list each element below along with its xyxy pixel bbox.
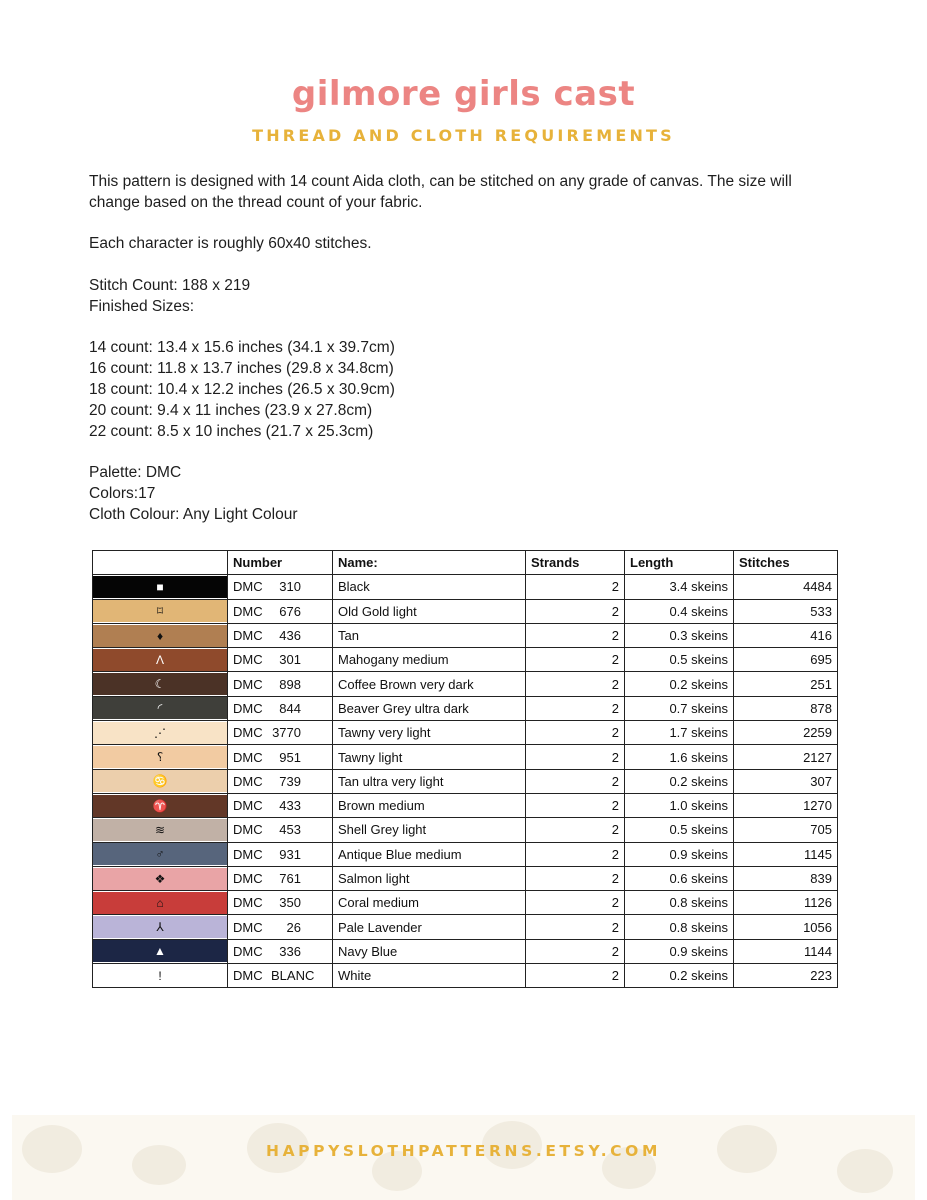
thread-strands: 2 <box>526 915 625 939</box>
thread-strands: 2 <box>526 599 625 623</box>
thread-length: 0.3 skeins <box>625 623 734 647</box>
thread-strands: 2 <box>526 842 625 866</box>
thread-code: 739 <box>279 773 301 789</box>
thread-name: Brown medium <box>333 793 526 817</box>
thread-strands: 2 <box>526 891 625 915</box>
thread-name: Antique Blue medium <box>333 842 526 866</box>
header-number: Number <box>228 551 333 575</box>
thread-name: Beaver Grey ultra dark <box>333 696 526 720</box>
thread-strands: 2 <box>526 721 625 745</box>
color-swatch <box>93 599 228 623</box>
stitch-symbol-icon: ♦ <box>156 628 164 643</box>
thread-stitches: 695 <box>734 648 838 672</box>
thread-code: 310 <box>279 579 301 595</box>
size-14-count: 14 count: 13.4 x 15.6 inches (34.1 x 39.7cm) <box>89 339 395 357</box>
thread-strands: 2 <box>526 866 625 890</box>
thread-code: 761 <box>279 871 301 886</box>
stitch-symbol-icon: ⸮ <box>156 750 164 765</box>
thread-length: 0.5 skeins <box>625 818 734 842</box>
header-stitches: Stitches <box>734 551 838 575</box>
color-swatch <box>93 818 228 842</box>
color-swatch <box>93 891 228 915</box>
table-row <box>93 866 838 890</box>
thread-stitches: 223 <box>734 964 838 988</box>
thread-code: 844 <box>279 700 301 716</box>
thread-stitches: 1144 <box>734 939 838 963</box>
color-swatch <box>93 842 228 866</box>
thread-brand: DMC <box>233 652 263 668</box>
stitch-symbol-icon: ⌂ <box>156 895 164 910</box>
thread-brand: DMC <box>233 895 263 911</box>
thread-name: Tawny very light <box>333 721 526 745</box>
thread-stitches: 1056 <box>734 915 838 939</box>
color-swatch <box>93 672 228 696</box>
stitch-symbol-icon: ♋ <box>152 774 168 789</box>
thread-strands: 2 <box>526 672 625 696</box>
stitch-symbol-icon: ⅄ <box>156 920 164 935</box>
table-row <box>93 964 838 988</box>
thread-strands: 2 <box>526 793 625 817</box>
thread-strands: 2 <box>526 745 625 769</box>
color-swatch <box>93 939 228 963</box>
thread-length: 0.4 skeins <box>625 599 734 623</box>
thread-code: 26 <box>286 919 301 935</box>
pattern-description <box>89 172 839 526</box>
thread-stitches: 416 <box>734 623 838 647</box>
page-title: gilmore girls cast <box>291 74 636 114</box>
cloth-colour: Cloth Colour: Any Light Colour <box>89 505 298 523</box>
thread-name: Black <box>333 575 526 599</box>
table-row <box>93 891 838 915</box>
thread-stitches: 251 <box>734 672 838 696</box>
thread-code: 676 <box>279 603 301 619</box>
thread-name: Tan <box>333 623 526 647</box>
table-row <box>93 745 838 769</box>
thread-number <box>228 575 333 599</box>
palette: Palette: DMC <box>89 464 182 482</box>
thread-stitches: 705 <box>734 818 838 842</box>
stitch-symbol-icon: Λ <box>155 652 164 667</box>
table-row <box>93 793 838 817</box>
thread-length: 0.2 skeins <box>625 964 734 988</box>
thread-number <box>228 793 333 817</box>
thread-number <box>228 696 333 720</box>
header-strands: Strands <box>526 551 625 575</box>
thread-number <box>228 915 333 939</box>
thread-brand: DMC <box>233 943 263 959</box>
thread-length: 0.9 skeins <box>625 842 734 866</box>
table-row <box>93 939 838 963</box>
stitch-count: Stitch Count: 188 x 219 <box>89 276 251 294</box>
thread-number <box>228 964 333 988</box>
thread-length: 0.2 skeins <box>625 769 734 793</box>
thread-code: 336 <box>279 943 301 959</box>
thread-name: White <box>333 964 526 988</box>
thread-stitches: 533 <box>734 599 838 623</box>
finished-sizes-label: Finished Sizes: <box>89 297 195 315</box>
intro-line-2: change based on the thread count of your fabric. <box>89 193 423 211</box>
table-header-row <box>93 551 838 575</box>
thread-number <box>228 599 333 623</box>
thread-number <box>228 745 333 769</box>
thread-brand: DMC <box>233 725 263 741</box>
color-swatch <box>93 623 228 647</box>
table-row <box>93 769 838 793</box>
thread-number <box>228 891 333 915</box>
thread-name: Mahogany medium <box>333 648 526 672</box>
colors-count: Colors:17 <box>89 484 156 502</box>
color-swatch <box>93 769 228 793</box>
thread-code: 436 <box>279 628 301 644</box>
thread-brand: DMC <box>233 628 263 644</box>
stitch-symbol-icon: ❖ <box>154 871 166 886</box>
thread-number <box>228 939 333 963</box>
stitch-symbol-icon: ☾ <box>154 677 166 692</box>
thread-name: Pale Lavender <box>333 915 526 939</box>
thread-name: Coral medium <box>333 891 526 915</box>
thread-code: 433 <box>279 798 301 814</box>
table-row <box>93 696 838 720</box>
header-name: Name: <box>333 551 526 575</box>
thread-strands: 2 <box>526 648 625 672</box>
thread-brand: DMC <box>233 968 263 984</box>
character-size: Each character is roughly 60x40 stitches. <box>89 235 372 253</box>
stitch-symbol-icon: ♂ <box>155 847 165 862</box>
table-row <box>93 623 838 647</box>
stitch-symbol-icon: ǃ <box>158 968 162 983</box>
size-20-count: 20 count: 9.4 x 11 inches (23.9 x 27.8cm) <box>89 401 373 419</box>
thread-number <box>228 721 333 745</box>
thread-stitches: 878 <box>734 696 838 720</box>
thread-brand: DMC <box>233 798 263 814</box>
thread-length: 1.0 skeins <box>625 793 734 817</box>
thread-stitches: 839 <box>734 866 838 890</box>
table-row <box>93 818 838 842</box>
size-22-count: 22 count: 8.5 x 10 inches (21.7 x 25.3cm) <box>89 422 374 440</box>
thread-number <box>228 769 333 793</box>
thread-brand: DMC <box>233 749 263 765</box>
thread-code: BLANC <box>271 968 315 984</box>
thread-length: 0.8 skeins <box>625 891 734 915</box>
thread-brand: DMC <box>233 773 263 789</box>
stitch-symbol-icon: ≋ <box>154 822 166 837</box>
thread-stitches: 1145 <box>734 842 838 866</box>
color-swatch <box>93 964 228 988</box>
stitch-symbol-icon: ■ <box>156 579 164 594</box>
table-row <box>93 721 838 745</box>
thread-stitches: 307 <box>734 769 838 793</box>
thread-code: 931 <box>279 846 301 862</box>
size-18-count: 18 count: 10.4 x 12.2 inches (26.5 x 30.9cm) <box>89 380 395 398</box>
thread-length: 1.7 skeins <box>625 721 734 745</box>
color-swatch <box>93 745 228 769</box>
thread-brand: DMC <box>233 846 263 862</box>
thread-name: Tan ultra very light <box>333 769 526 793</box>
thread-name: Salmon light <box>333 866 526 890</box>
thread-number <box>228 672 333 696</box>
thread-number <box>228 866 333 890</box>
color-swatch <box>93 866 228 890</box>
stitch-symbol-icon: ◜ <box>157 701 163 716</box>
thread-strands: 2 <box>526 696 625 720</box>
thread-strands: 2 <box>526 623 625 647</box>
size-16-count: 16 count: 11.8 x 13.7 inches (29.8 x 34.8cm) <box>89 360 394 378</box>
table-row <box>93 599 838 623</box>
thread-brand: DMC <box>233 603 263 619</box>
table-row <box>93 672 838 696</box>
thread-name: Navy Blue <box>333 939 526 963</box>
thread-code: 3770 <box>272 725 301 741</box>
thread-number <box>228 818 333 842</box>
thread-number <box>228 842 333 866</box>
thread-name: Shell Grey light <box>333 818 526 842</box>
table-row <box>93 648 838 672</box>
thread-length: 0.6 skeins <box>625 866 734 890</box>
thread-length: 0.7 skeins <box>625 696 734 720</box>
color-swatch <box>93 575 228 599</box>
thread-strands: 2 <box>526 575 625 599</box>
stitch-symbol-icon: ▲ <box>154 944 166 959</box>
header-swatch <box>93 551 228 575</box>
thread-brand: DMC <box>233 700 263 716</box>
thread-number <box>228 648 333 672</box>
thread-length: 0.9 skeins <box>625 939 734 963</box>
thread-strands: 2 <box>526 769 625 793</box>
thread-requirements-table <box>92 550 838 988</box>
thread-length: 3.4 skeins <box>625 575 734 599</box>
thread-strands: 2 <box>526 939 625 963</box>
thread-brand: DMC <box>233 919 263 935</box>
thread-code: 898 <box>279 676 301 692</box>
thread-length: 0.5 skeins <box>625 648 734 672</box>
thread-strands: 2 <box>526 964 625 988</box>
thread-stitches: 1270 <box>734 793 838 817</box>
thread-brand: DMC <box>233 676 263 692</box>
thread-length: 1.6 skeins <box>625 745 734 769</box>
stitch-symbol-icon: ⌑ <box>156 604 164 619</box>
thread-stitches: 2259 <box>734 721 838 745</box>
thread-brand: DMC <box>233 822 263 838</box>
page-subtitle: THREAD AND CLOTH REQUIREMENTS <box>252 126 675 145</box>
thread-name: Tawny light <box>333 745 526 769</box>
color-swatch <box>93 696 228 720</box>
thread-length: 0.2 skeins <box>625 672 734 696</box>
table-row <box>93 842 838 866</box>
thread-stitches: 4484 <box>734 575 838 599</box>
thread-name: Coffee Brown very dark <box>333 672 526 696</box>
intro-line-1: This pattern is designed with 14 count Aida cloth, can be stitched on any grade of canvas. The size will <box>89 173 792 190</box>
header-length: Length <box>625 551 734 575</box>
thread-code: 951 <box>279 749 301 765</box>
footer-shop-url: HAPPYSLOTHPATTERNS.ETSY.COM <box>266 1142 661 1160</box>
color-swatch <box>93 648 228 672</box>
table-row <box>93 575 838 599</box>
table-row <box>93 915 838 939</box>
thread-number <box>228 623 333 647</box>
thread-code: 301 <box>279 652 301 668</box>
thread-stitches: 2127 <box>734 745 838 769</box>
thread-length: 0.8 skeins <box>625 915 734 939</box>
color-swatch <box>93 915 228 939</box>
thread-stitches: 1126 <box>734 891 838 915</box>
color-swatch <box>93 793 228 817</box>
thread-name: Old Gold light <box>333 599 526 623</box>
thread-brand: DMC <box>233 579 263 595</box>
thread-strands: 2 <box>526 818 625 842</box>
stitch-symbol-icon: ⋰ <box>154 725 166 740</box>
stitch-symbol-icon: ♈ <box>152 798 168 813</box>
color-swatch <box>93 721 228 745</box>
thread-brand: DMC <box>233 871 263 886</box>
thread-code: 453 <box>279 822 301 838</box>
thread-code: 350 <box>279 895 301 911</box>
